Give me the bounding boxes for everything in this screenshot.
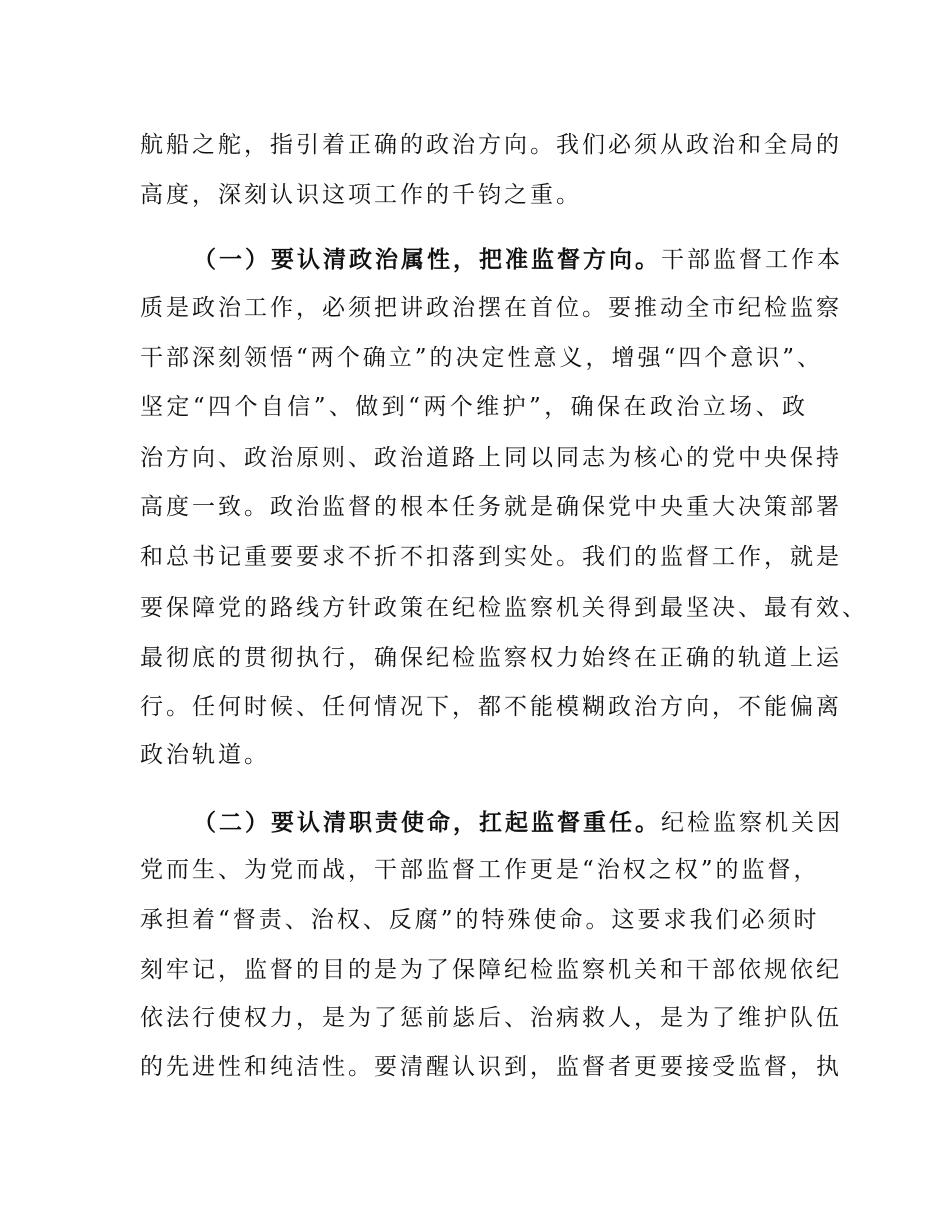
text-line: 航船之舵，指引着正确的政治方向。我们必须从政治和全局的 bbox=[140, 132, 842, 158]
text-line: 最彻底的贯彻执行，确保纪检监察权力始终在正确的轨道上运 bbox=[140, 645, 842, 671]
text-line: 依法行使权力，是为了惩前毖后、治病救人，是为了维护队伍 bbox=[140, 1005, 842, 1031]
text-line: 行。任何时候、任何情况下，都不能模糊政治方向，不能偏离 bbox=[140, 694, 842, 720]
text-line: 质是政治工作，必须把讲政治摆在首位。要推动全市纪检监察 bbox=[140, 295, 842, 321]
text-line: 高度一致。政治监督的根本任务就是确保党中央重大决策部署 bbox=[140, 494, 842, 520]
text-line: 要保障党的路线方针政策在纪检监察机关得到最坚决、最有效、 bbox=[140, 595, 868, 621]
text-line: 和总书记重要要求不折不扣落到实处。我们的监督工作，就是 bbox=[140, 544, 842, 570]
section-heading: （二）要认清职责使命，扛起监督重任。 bbox=[193, 810, 661, 836]
text-line: 治方向、政治原则、政治道路上同以同志为核心的党中央保持 bbox=[140, 445, 842, 471]
paragraph-lead-line bbox=[193, 245, 843, 275]
text-line: 的先进性和纯洁性。要清醒认识到，监督者更要接受监督，执 bbox=[140, 1054, 842, 1080]
text-line: 党而生、为党而战，干部监督工作更是“治权之权”的监督， bbox=[140, 857, 820, 883]
text-line: 高度，深刻认识这项工作的千钧之重。 bbox=[140, 182, 582, 208]
section-heading: （一）要认清政治属性，把准监督方向。 bbox=[193, 247, 661, 273]
text-line: 干部监督工作本 bbox=[661, 247, 843, 273]
text-line: 承担着“督责、治权、反腐”的特殊使命。这要求我们必须时 bbox=[140, 907, 820, 933]
text-line: 纪检监察机关因 bbox=[661, 810, 843, 836]
paragraph-lead-line bbox=[193, 808, 843, 838]
text-line: 政治轨道。 bbox=[140, 742, 270, 768]
text-line: 刻牢记，监督的目的是为了保障纪检监察机关和干部依规依纪 bbox=[140, 957, 842, 983]
text-line: 坚定“四个自信”、做到“两个维护”，确保在政治立场、政 bbox=[140, 394, 808, 420]
text-line: 干部深刻领悟“两个确立”的决定性意义，增强“四个意识”、 bbox=[140, 345, 824, 371]
